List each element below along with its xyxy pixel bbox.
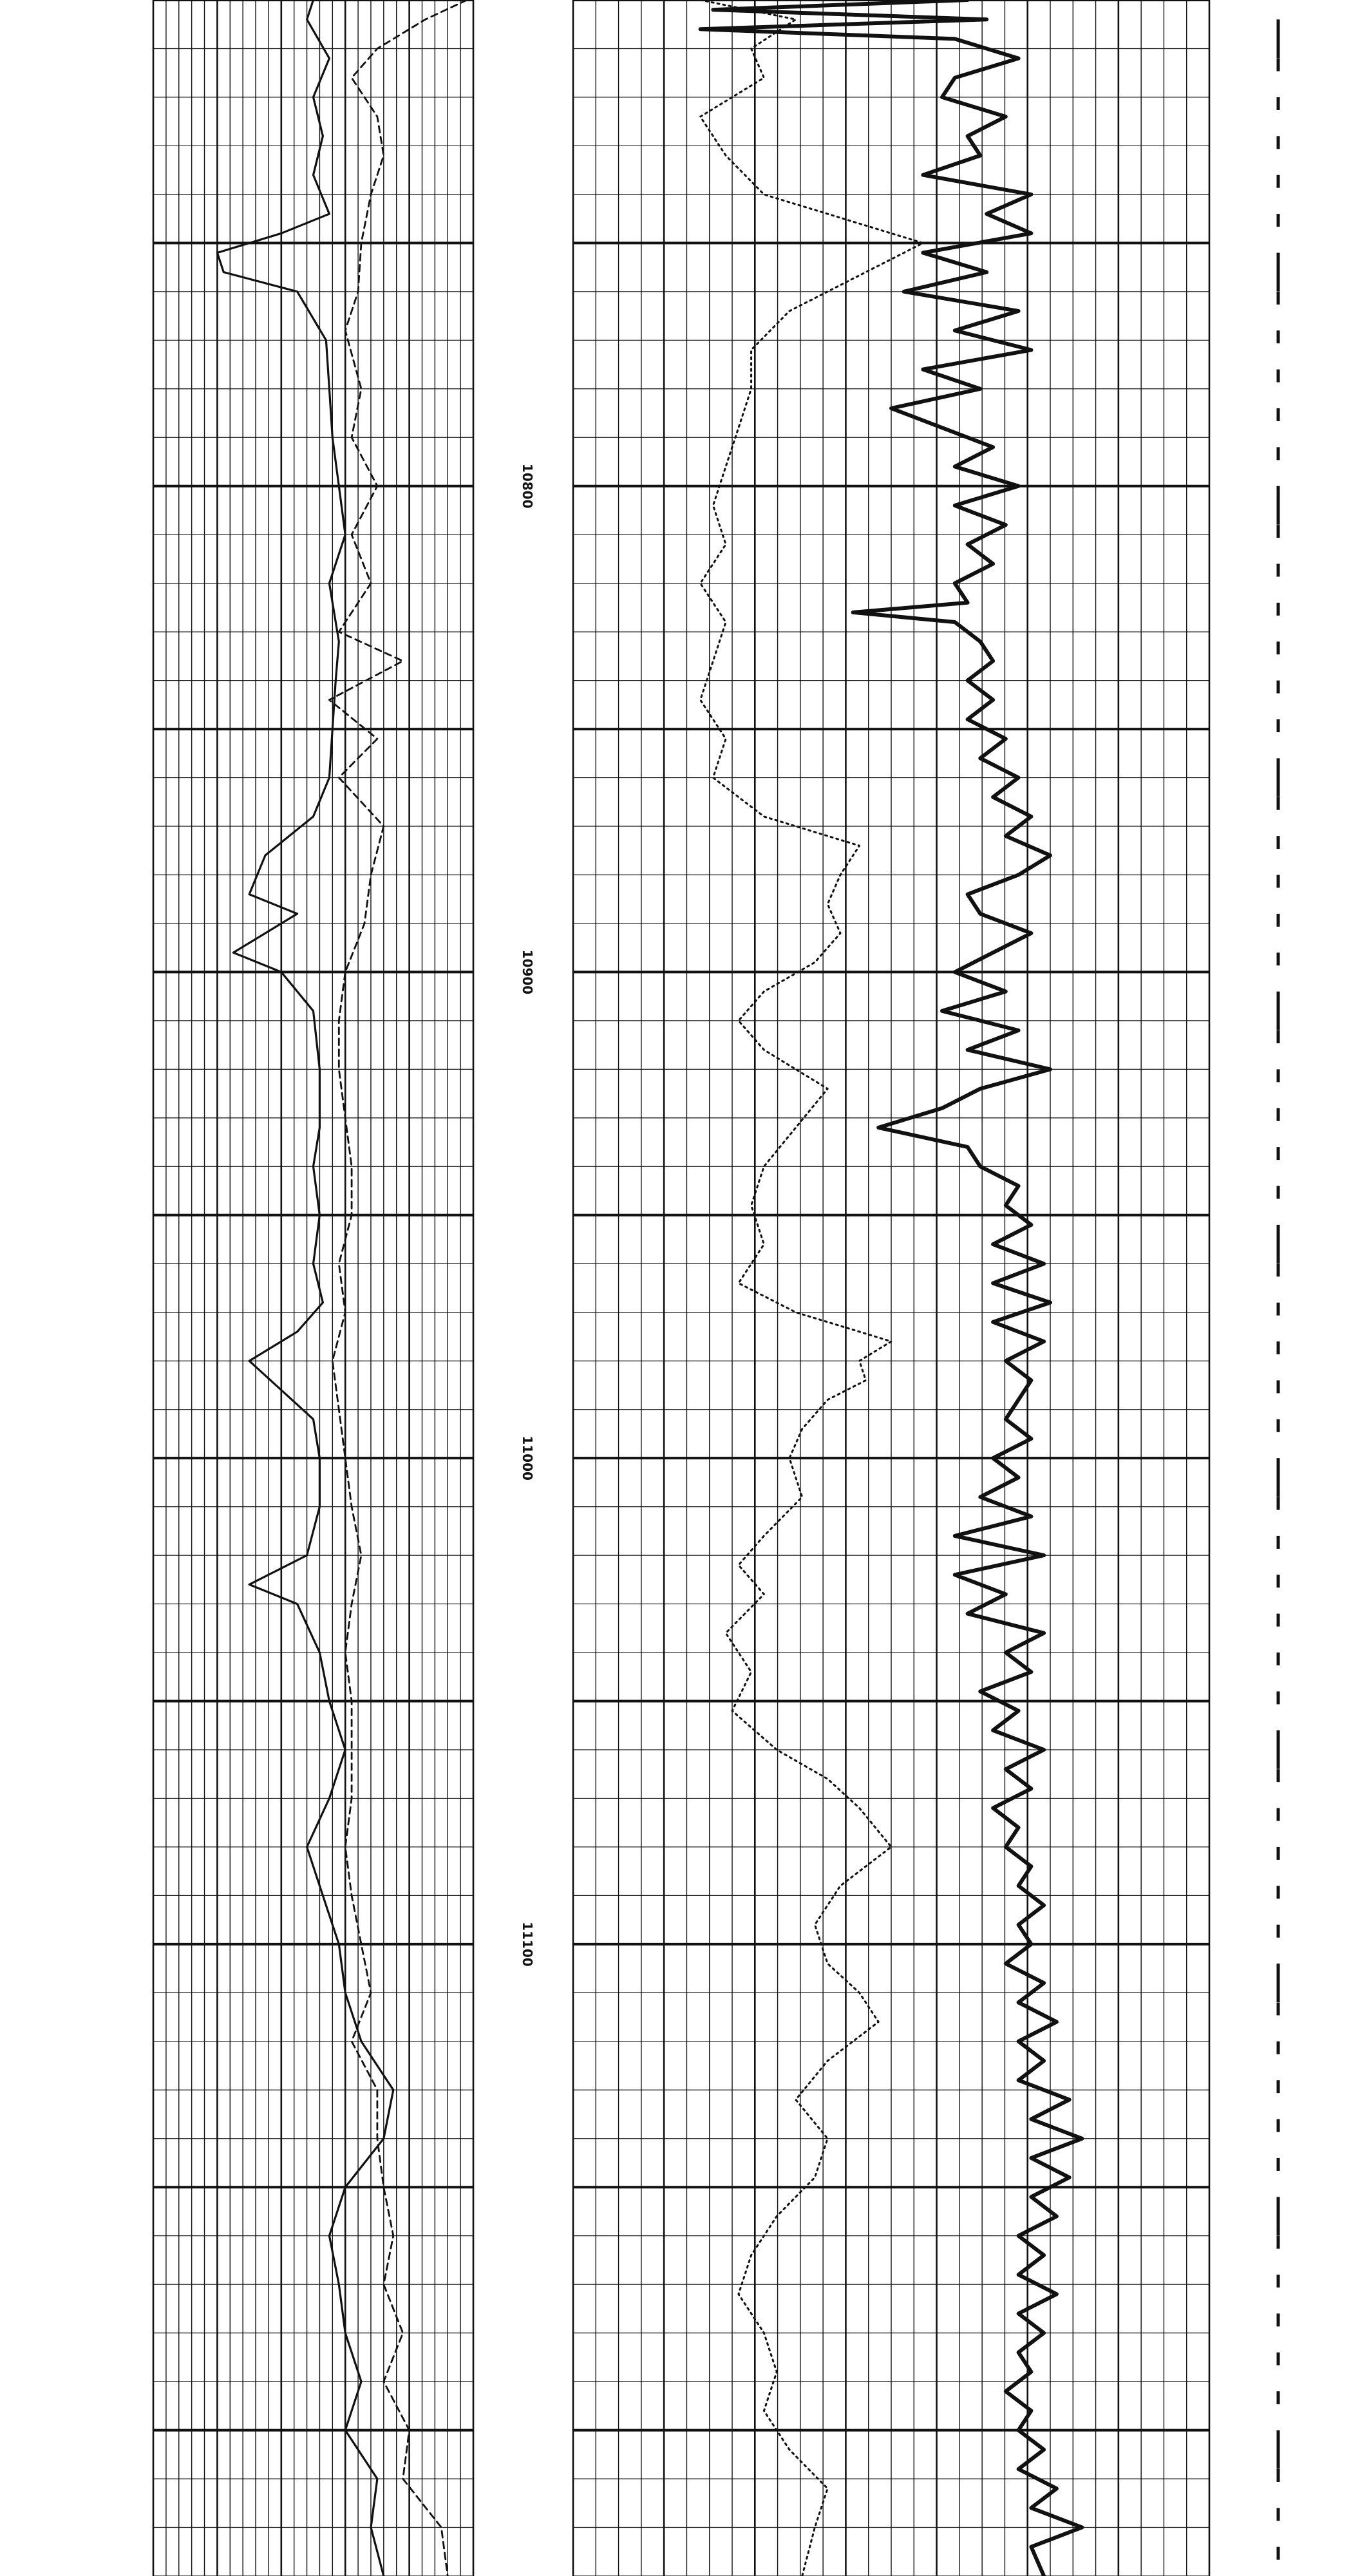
- depth-label: 10800: [520, 463, 535, 509]
- depth-label: 11000: [520, 1435, 535, 1481]
- depth-label: 10900: [520, 949, 535, 995]
- depth-label: 11100: [520, 1922, 535, 1967]
